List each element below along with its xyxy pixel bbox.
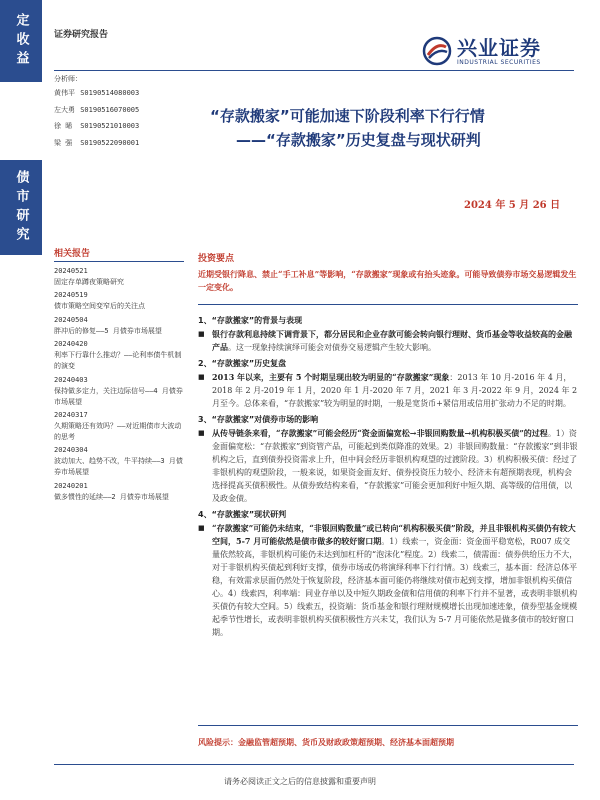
analyst-entry xyxy=(54,135,162,152)
related-report-date: 20240304 xyxy=(54,446,88,455)
related-report-item[interactable] xyxy=(54,481,184,503)
analyst-code: S0190521010003 xyxy=(80,122,140,130)
sidebar xyxy=(0,0,42,800)
report-title xyxy=(170,104,580,152)
related-report-date: 20240504 xyxy=(54,315,88,324)
related-report-item[interactable] xyxy=(54,290,184,312)
related-report-name: 债市策略空间变窄后的关注点 xyxy=(54,302,145,311)
section-1-bold: 银行存款利息持续下调背景下，都分居民和企业存款可能会转向银行理财、货币基金等收益较高的金融产品 xyxy=(212,329,572,352)
title-line-2: ——“存款搬家”历史复盘与现状研判 xyxy=(236,131,481,149)
analyst-name: 梁 强 xyxy=(54,138,73,147)
section-3-title: 3、“存款搬家”对债券市场的影响 xyxy=(198,415,319,424)
related-report-item[interactable] xyxy=(54,315,184,337)
related-report-item[interactable] xyxy=(54,375,184,408)
title-line-1: “存款搬家”可能加速下阶段利率下行行情 xyxy=(210,107,485,125)
related-report-item[interactable] xyxy=(54,445,184,478)
analyst-list xyxy=(54,73,162,151)
related-report-name: 做多惯性的延续——2 月债券市场展望 xyxy=(54,492,169,501)
analyst-name: 左大勇 xyxy=(54,105,75,114)
related-report-name: 利率下行靠什么推动？——论利率债牛机制的演变 xyxy=(54,351,182,371)
analyst-label: 分析师： xyxy=(54,75,82,83)
section-4-text: 。1）线索一，资金面：资金面平稳宽松，R007 成交量依然较高，非银机构可能仍未达到加杠杆的“泡沫化”程度。2）线索二，债需面：债券供给压力不大，对于非银机构买债起到利好支撑，债券市场或仍将演绎利率下行行情。3）线索三，基本面：经济总体平稳，有效需求层面仍然处于恢复阶段，经济基本面可能仍将继续对债市起到支撑，增加非银机构买债信心。4）线索四，利率端：同业存单以及中短久期政金债和信用债的利率下行并不显著，或表明非银机构买债仍有较大空间。5）线索五，投资端：货币基金和银行理财规模增长出现加速迹象，债券型基金规模起季节性增长，或表明非银机构买债积极性方兴未艾，我们认为 5-7 月可能依然是做多债市的较好窗口期。 xyxy=(212,537,578,637)
analyst-code: S0190516070005 xyxy=(80,105,140,114)
related-report-item[interactable] xyxy=(54,266,184,288)
section-2-title: 2、“存款搬家”历史复盘 xyxy=(198,359,287,368)
related-report-date: 20240521 xyxy=(54,267,88,275)
footer-disclaimer: 请务必阅读正文之后的信息披露和重要声明 xyxy=(224,777,376,786)
related-report-name: 久期策略还有效吗？——对近期债市大波动的思考 xyxy=(54,421,182,441)
related-report-date: 20240420 xyxy=(54,340,88,349)
section-1-title: 1、“存款搬家”的背景与表现 xyxy=(198,316,303,325)
analyst-entry xyxy=(54,102,162,119)
related-report-name: 保持做多定力，关注边际信号——4 月债券市场展望 xyxy=(54,386,183,406)
related-report-name: 固定存单蹲夜策略研究 xyxy=(54,278,124,286)
risk-divider xyxy=(198,725,578,726)
analyst-name: 黄伟平 xyxy=(54,89,75,97)
section-4-paragraph xyxy=(198,522,578,639)
logo-name-cn: 兴业证券 xyxy=(457,35,541,60)
related-report-item[interactable] xyxy=(54,410,184,443)
investment-highlights xyxy=(198,253,578,641)
related-reports-title: 相关报告 xyxy=(54,246,184,262)
sidebar-category-label: 定收益 xyxy=(0,0,42,82)
section-1-paragraph xyxy=(198,328,578,354)
section-3-paragraph xyxy=(198,427,578,505)
section-4-bold: “存款搬家”可能仍未结束，“非银回购数量”或已转向“机构积极买债”阶段，并且非银机构买债仍有较大空间，5-7 月可能依然是债市做多的较好窗口期 xyxy=(212,523,576,546)
related-report-date: 20240201 xyxy=(54,481,88,490)
section-1-text: 。这一现象持续演绎可能会对债券交易逻辑产生较大影响。 xyxy=(228,343,436,352)
logo-mark-icon xyxy=(422,36,452,66)
section-2-paragraph xyxy=(198,371,578,410)
analyst-code: S0190522090001 xyxy=(80,138,140,147)
analyst-entry xyxy=(54,85,162,102)
analyst-name: 徐 晞 xyxy=(54,122,73,130)
report-type-label: 证券研究报告 xyxy=(54,30,109,40)
footer-divider xyxy=(54,764,574,765)
company-logo xyxy=(422,36,541,66)
section-2-text: ：2013 年 10 月-2016 年 4 月，2018 年 2 月-2019 年 1 月，2020 年 1 月-2020 年 7 月，2021 年 3 月-2022 年 9 月，2024 年 2 月至今。总体来看，“存款搬家”较为明显的时期，一般是宽货币+紧信用或信用扩张动力不足的时期。 xyxy=(212,373,578,408)
section-2-bold: 2013 年以来，主要有 5 个时期呈现出较为明显的“存款搬家”现象 xyxy=(212,372,450,382)
related-report-name: 波动加大、趋势不改，牛平持续——3 月债券市场展望 xyxy=(54,457,183,477)
report-date: 2024 年 5 月 26 日 xyxy=(464,200,561,211)
analyst-code: S0190514080003 xyxy=(80,89,140,97)
related-report-item[interactable] xyxy=(54,339,184,372)
section-3-bold: 从传导链条来看，“存款搬家”可能会经历“资金面偏宽松→非银回购数量→机构积极买债”的过程 xyxy=(212,428,548,438)
related-report-date: 20240519 xyxy=(54,291,88,300)
related-reports xyxy=(54,246,184,505)
header-divider xyxy=(54,70,574,71)
logo-name-en: INDUSTRIAL SECURITIES xyxy=(457,58,541,66)
summary-highlight: 近期受银行降息、禁止“手工补息”等影响，“存款搬家”现象或有抬头迹象。可能导致债券市场交易逻辑发生一定变化。 xyxy=(198,269,577,292)
section-divider xyxy=(198,304,578,305)
analyst-entry xyxy=(54,118,162,135)
sidebar-section-label: 债市研究 xyxy=(0,160,42,255)
related-report-date: 20240403 xyxy=(54,375,88,384)
risk-warning: 风险提示：金融监管超预期、货币及财政政策超预期、经济基本面超预期 xyxy=(198,737,454,747)
highlights-title: 投资要点 xyxy=(198,254,235,264)
section-4-title: 4、“存款搬家”现状研判 xyxy=(198,510,287,519)
section-3-text: 。1）资金面偏宽松：“存款搬家”到资管产品，可能起到类似降准的效果。2）非银回购数量：“存款搬家”到非银机构之后，直到债券投资需求上升，但中间会经历非银机构观望的过渡阶段。3）机构积极买债：经过了非银机构的观望阶段，一般来说，如果资金面友好、债券投资压力较小、经济未有超预期表现，机构会选择提高买债积极性。从债券致结构来看，“存款搬家”可能会更加利好中短久期、高等级的信用债，以及政金债。 xyxy=(212,429,578,503)
related-report-name: 胖冲后的修复——5 月债券市场展望 xyxy=(54,326,162,335)
related-report-date: 20240317 xyxy=(54,410,88,419)
